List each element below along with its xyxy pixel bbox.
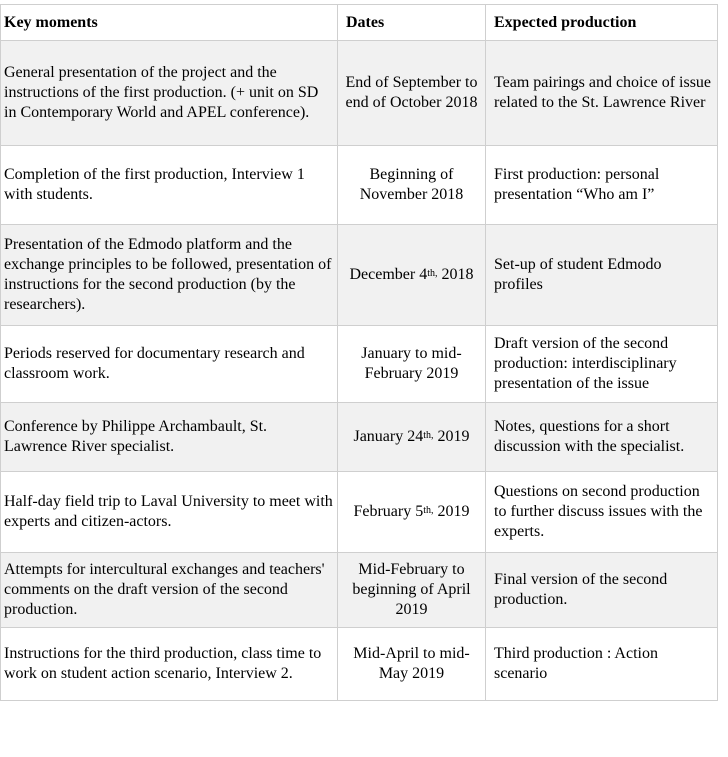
expected-production-cell: Final version of the second production. [486, 553, 718, 628]
key-moment-cell: Completion of the first production, Interview 1 with students. [1, 146, 338, 225]
date-cell: Mid-April to mid-May 2019 [338, 628, 486, 701]
date-cell: January to mid-February 2019 [338, 326, 486, 403]
expected-production-cell: Draft version of the second production: interdisciplinary presentation of the issue [486, 326, 718, 403]
table-row [1, 628, 718, 701]
schedule-table [0, 4, 718, 701]
date-cell: Mid-February to beginning of April 2019 [338, 553, 486, 628]
expected-production-cell: Third production : Action scenario [486, 628, 718, 701]
key-moment-cell: Presentation of the Edmodo platform and the exchange principles to be followed, presentation of instructions for the second production (by the researchers). [1, 225, 338, 326]
header-key-moments: Key moments [1, 5, 338, 41]
date-cell [338, 472, 486, 553]
date-ordinal-suffix: th, [423, 430, 434, 441]
table-row [1, 403, 718, 472]
date-text: December 4 [349, 266, 428, 283]
date-cell: End of September to end of October 2018 [338, 41, 486, 146]
date-ordinal-suffix: th, [423, 505, 434, 516]
date-cell [338, 225, 486, 326]
date-year: 2019 [433, 503, 470, 520]
date-cell [338, 403, 486, 472]
table-row [1, 41, 718, 146]
date-year: 2018 [437, 266, 474, 283]
date-text: February 5 [353, 503, 424, 520]
table-row [1, 326, 718, 403]
key-moment-cell: Instructions for the third production, class time to work on student action scenario, Interview 2. [1, 628, 338, 701]
key-moment-cell: Periods reserved for documentary research and classroom work. [1, 326, 338, 403]
expected-production-cell: Team pairings and choice of issue related to the St. Lawrence River [486, 41, 718, 146]
date-text: January 24 [353, 428, 424, 445]
key-moment-cell: Half-day field trip to Laval University to meet with experts and citizen-actors. [1, 472, 338, 553]
table-row [1, 472, 718, 553]
date-year: 2019 [433, 428, 470, 445]
expected-production-cell: Set-up of student Edmodo profiles [486, 225, 718, 326]
expected-production-cell: Questions on second production to further discuss issues with the experts. [486, 472, 718, 553]
table-row [1, 146, 718, 225]
table-row [1, 225, 718, 326]
date-ordinal-suffix: th, [427, 268, 438, 279]
key-moment-cell: General presentation of the project and the instructions of the first production. (+ unit on SD in Contemporary World and APEL conference). [1, 41, 338, 146]
table-header-row [1, 5, 718, 41]
schedule-table-wrapper [0, 4, 718, 701]
header-expected-production: Expected production [486, 5, 718, 41]
key-moment-cell: Conference by Philippe Archambault, St. Lawrence River specialist. [1, 403, 338, 472]
table-row [1, 553, 718, 628]
header-dates: Dates [338, 5, 486, 41]
key-moment-cell: Attempts for intercultural exchanges and teachers' comments on the draft version of the second production. [1, 553, 338, 628]
expected-production-cell: First production: personal presentation “Who am I” [486, 146, 718, 225]
date-cell: Beginning of November 2018 [338, 146, 486, 225]
expected-production-cell: Notes, questions for a short discussion with the specialist. [486, 403, 718, 472]
